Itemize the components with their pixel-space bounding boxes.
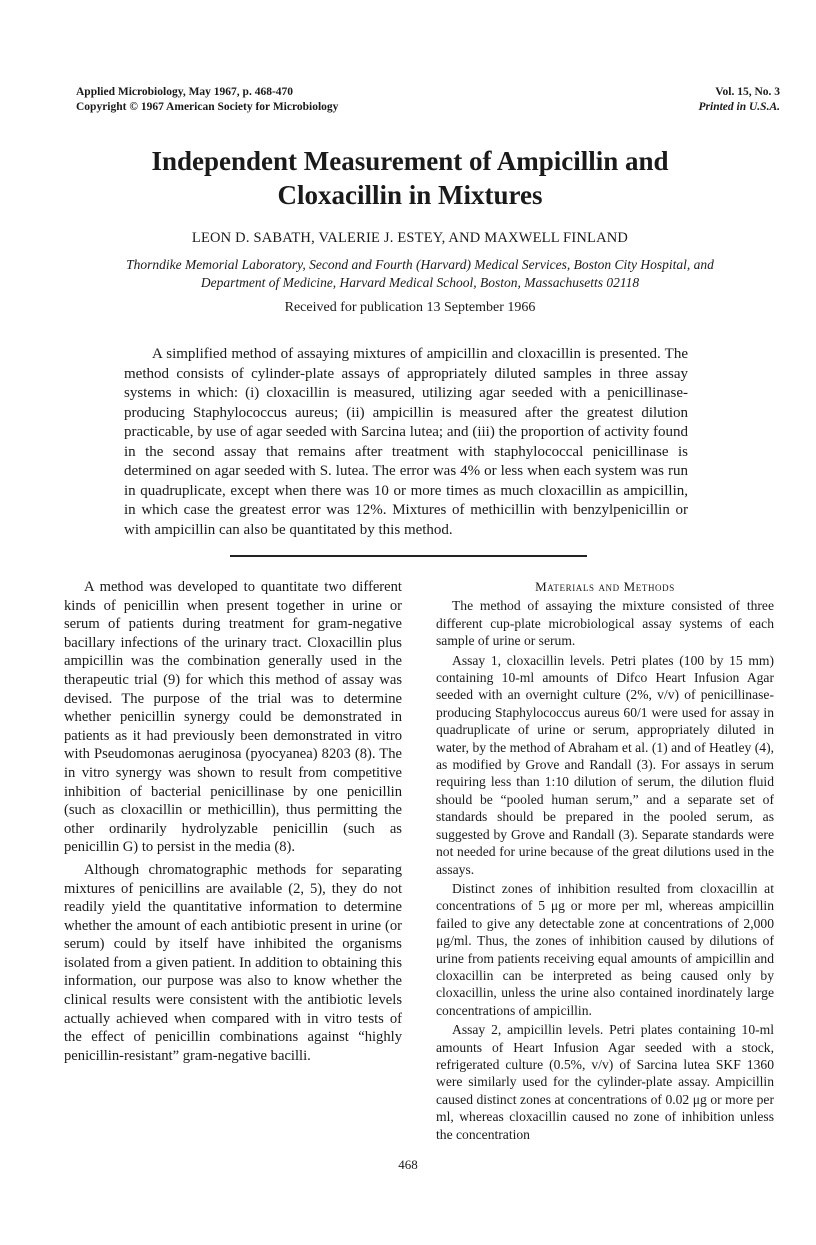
page-number: 468 <box>398 1157 418 1172</box>
methods-paragraph-4: Assay 2, ampicillin levels. Petri plates containing 10-ml amounts of Heart Infusion Agar seeded with a stock, refrigerated culture (0.5%, v/v) of Sarcina lutea SKF 1360 were similarly used for the cylinder-plate assay. Ampicillin caused distinct zones at concentrations of 0.02 μg or more per ml, whereas cloxacillin caused no zone of inhibition unless the concentration <box>436 1022 774 1142</box>
journal-header <box>76 85 338 115</box>
left-column <box>64 578 402 1069</box>
title-line-2: Cloxacillin in Mixtures <box>277 180 543 210</box>
affiliation-line-2: Department of Medicine, Harvard Medical School, Boston, Massachusetts 02118 <box>200 275 640 290</box>
printed-in: Printed in U.S.A. <box>698 101 780 113</box>
methods-paragraph-2: Assay 1, cloxacillin levels. Petri plates (100 by 15 mm) containing 10-ml amounts of Difco Heart Infusion Agar seeded with an overnight culture (2%, v/v) of penicillinase-producing Staphylococcus aureus 60/1 were used for assay in quadruplicate of urine or serum, appropriately diluted in water, by the method of Abraham et al. (1) and of Heatley (4), as modified by Grove and Randall (3). For assays in serum requiring less than 1:10 dilution of serum, the dilution fluid should be “pooled human serum,” and a separate set of standards should be prepared in the pooled serum, as suggested by Grove and Randall (3). Separate standards were not needed for urine because of the great dilutions used in the assays. <box>436 652 774 877</box>
section-heading: Materials and Methods <box>535 579 675 594</box>
article-title <box>60 144 760 212</box>
abstract: A simplified method of assaying mixtures of ampicillin and cloxacillin is presented. The method consists of cylinder-plate assays of appropriately diluted samples in three assay systems in which: (i) cloxacillin is measured, utilizing agar seeded with a penicillinase-producing Staphylococcus aureus; (ii) ampicillin is measured after the greatest dilution practicable, by use of agar seeded with Sarcina lutea; and (iii) the proportion of activity found in the second assay that remains after treatment with staphylococcal penicillinase is determined on agar seeded with S. lutea. The error was 4% or less when each system was run in quadruplicate, except when there was 10 or more times as much cloxacillin as ampicillin, in which case the greatest error was 12%. Mixtures of methicillin with benzylpenicillin or with ampicillin can also be quantitated by this method. <box>124 346 688 538</box>
affiliation <box>70 256 770 292</box>
journal-citation: Applied Microbiology, May 1967, p. 468-470 <box>76 86 294 98</box>
section-divider <box>230 555 587 557</box>
methods-paragraph-3: Distinct zones of inhibition resulted from cloxacillin at concentrations of 5 μg or more per ml, whereas ampicillin failed to give any detectable zone at concentrations of 2,000 μg/ml. Thus, the zones of inhibition caused by dilutions of urine from patients receiving equal amounts of ampicillin and cloxacillin can be interpreted as being caused only by cloxacillin, unless the urine also contained inordinately large concentrations of ampicillin. <box>436 880 774 1018</box>
authors: LEON D. SABATH, VALERIE J. ESTEY, AND MAXWELL FINLAND <box>191 230 629 246</box>
volume-number: Vol. 15, No. 3 <box>715 86 780 98</box>
intro-paragraph-1: A method was developed to quantitate two different kinds of penicillin when present together in urine or serum of patients during treatment for gram-negative bacillary infections of the urinary tract. Cloxacillin plus ampicillin was the combination generally used in the therapeutic trial (9) for which this method of assay was devised. The purpose of the trial was to determine whether penicillin synergy could be demonstrated in patients as it had previously been demonstrated in vitro with Pseudomonas aeruginosa (pyocyanea) 8203 (8). The in vitro synergy was shown to result from competitive inhibition of bacterial penicillinase by one penicillin (such as cloxacillin or methicillin), thus permitting the other ordinarily hydrolyzable penicillin (such as penicillin G) to persist in the media (8). <box>64 579 402 856</box>
methods-paragraph-1: The method of assaying the mixture consisted of three different cup-plate microbiological assay systems of each sample of urine or serum. <box>436 598 774 649</box>
copyright-line: Copyright © 1967 American Society for Microbiology <box>76 101 339 113</box>
volume-header <box>699 85 780 115</box>
received-date: Received for publication 13 September 1966 <box>284 300 536 315</box>
title-line-1: Independent Measurement of Ampicillin and <box>151 146 669 176</box>
intro-paragraph-2: Although chromatographic methods for separating mixtures of penicillins are available (2, 5), they do not readily yield the quantitative information to determine whether the amount of each antibiotic present in urine (or serum) could by itself have inhibited the organisms isolated from a given patient. In addition to obtaining this information, our purpose was also to know whether the clinical results were consistent with the antibiotic levels actually achieved when compared with in vitro tests of the effect of penicillin combinations against “highly penicillin-resistant” gram-negative bacilli. <box>64 861 402 1064</box>
right-column <box>436 578 774 1145</box>
affiliation-line-1: Thorndike Memorial Laboratory, Second and Fourth (Harvard) Medical Services, Boston City Hospital, and <box>126 257 714 272</box>
